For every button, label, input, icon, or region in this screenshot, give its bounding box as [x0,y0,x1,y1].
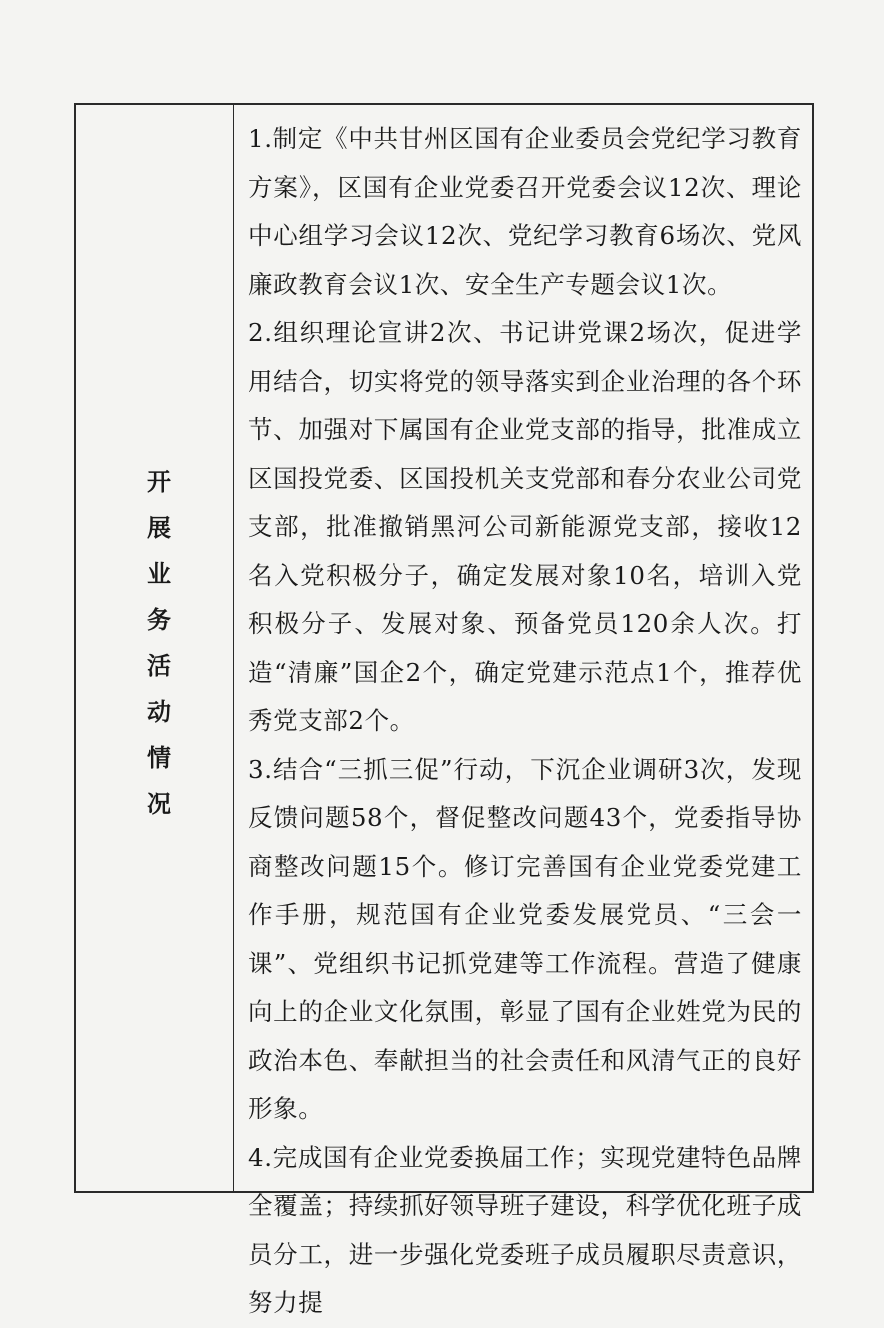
paragraph-3: 3.结合“三抓三促”行动，下沉企业调研3次，发现反馈问题58个，督促整改问题43个，党委指导协商整改问题15个。修订完善国有企业党委党建工作手册，规范国有企业党委发展党员、“三会一课”、党组织书记抓党建等工作流程。营造了健康向上的企业文化氛围，彰显了国有企业姓党为民的政治本色、奉献担当的社会责任和风清气正的良好形象。 [248,754,802,1123]
row-content-cell [234,105,812,1317]
paragraph-4: 4.完成国有企业党委换届工作；实现党建特色品牌全覆盖；持续抓好领导班子建设，科学优化班子成员分工，进一步强化党委班子成员履职尽责意识，努力提 [248,1142,802,1317]
row-label: 开展业务活动情况 [142,469,172,837]
activity-table [74,103,814,1317]
paragraph-1: 1.制定《中共甘州区国有企业委员会党纪学习教育方案》，区国有企业党委召开党委会议12次、理论中心组学习会议12次、党纪学习教育6场次、党风廉政教育会议1次、安全生产专题会议1次。 [248,124,802,299]
paragraph-2: 2.组织理论宣讲2次、书记讲党课2场次，促进学用结合，切实将党的领导落实到企业治理的各个环节、加强对下属国有企业党支部的指导，批准成立区国投党委、区国投机关支党部和春分农业公司党支部，批准撤销黑河公司新能源党支部，接收12名入党积极分子，确定发展对象10名，培训入党积极分子、发展对象、预备党员120余人次。打造“清廉”国企2个，确定党建示范点1个，推荐优秀党支部2个。 [248,318,802,735]
row-label-cell [76,105,234,1191]
